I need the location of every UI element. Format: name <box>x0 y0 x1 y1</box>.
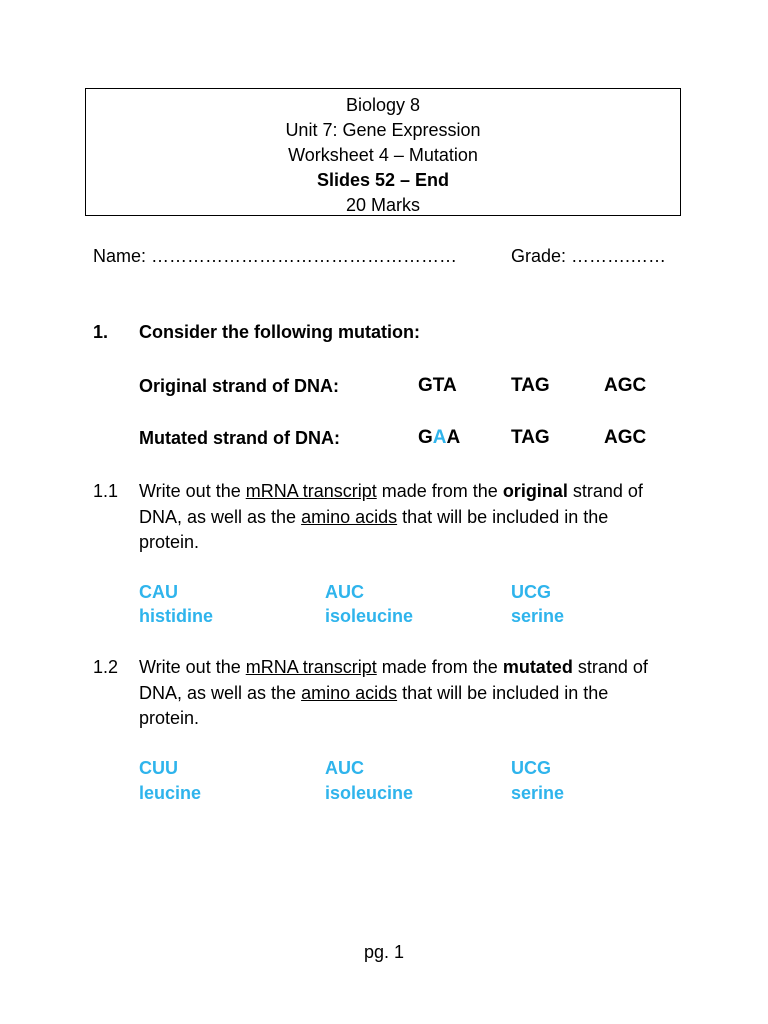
answer-1-1-codon-1: CAU <box>139 582 178 602</box>
slides-range: Slides 52 – End <box>316 170 450 190</box>
q1-1-text-part-1: Write out the <box>139 481 246 501</box>
q1-2-text-part-2: made from the <box>376 657 503 677</box>
answer-1-2-codon-1: CUU <box>139 758 178 778</box>
q1-1-text-part-2: made from the <box>376 481 503 501</box>
q1-2-mrna-transcript-term: mRNA transcript <box>245 657 377 677</box>
course-title: Biology 8 <box>345 95 421 115</box>
q1-1-text-part-3: strand of DNA, as well as the <box>139 481 643 527</box>
answer-1-2-codon-3: UCG <box>511 758 551 778</box>
answer-1-2-amino-acid-1: leucine <box>139 783 202 803</box>
q1-1-mrna-transcript-term: mRNA transcript <box>245 481 377 501</box>
worksheet-title: Worksheet 4 – Mutation <box>288 145 478 165</box>
answer-1-1-amino-acid-1: histidine <box>139 606 214 626</box>
mutated-codon-1 <box>418 425 460 450</box>
q1-1-original-keyword: original <box>502 481 568 501</box>
original-strand-label: Original strand of DNA: <box>139 376 340 396</box>
question-1-2-text <box>139 655 659 732</box>
q1-2-mutated-keyword: mutated <box>502 657 573 677</box>
answer-1-1-codon-2: AUC <box>325 582 364 602</box>
answer-1-1-amino-acid-3: serine <box>511 606 565 626</box>
mutated-codon-2: TAG <box>511 427 550 448</box>
answer-1-1-codon-3: UCG <box>511 582 551 602</box>
mutated-codon-1-base-3: A <box>446 427 461 448</box>
mutated-base-highlight: A <box>432 427 447 448</box>
question-1-number: 1. <box>93 322 109 342</box>
grade-field: Grade: ……….…… <box>511 246 667 266</box>
q1-1-amino-acids-term: amino acids <box>301 506 398 527</box>
worksheet-header-box <box>85 88 681 216</box>
answer-1-1-amino-acid-2: isoleucine <box>325 606 414 626</box>
q1-2-text-part-4: that will be included in the protein. <box>139 682 609 728</box>
original-codon-3: AGC <box>604 375 647 396</box>
question-1-prompt: Consider the following mutation: <box>139 322 420 342</box>
mutated-codon-1-base-1: G <box>418 427 433 448</box>
total-marks: 20 Marks <box>345 195 421 215</box>
mutated-codon-3: AGC <box>604 427 647 448</box>
q1-2-text-part-1: Write out the <box>139 657 246 677</box>
answer-1-2-amino-acid-3: serine <box>511 783 565 803</box>
page-number: pg. 1 <box>363 942 405 962</box>
q1-2-amino-acids-term: amino acids <box>301 682 398 703</box>
mutated-strand-label: Mutated strand of DNA: <box>139 428 340 448</box>
unit-title: Unit 7: Gene Expression <box>285 120 481 140</box>
original-codon-2: TAG <box>511 375 550 396</box>
q1-1-text-part-4: that will be included in the protein. <box>139 506 609 552</box>
answer-1-2-codon-2: AUC <box>325 758 364 778</box>
question-1-2-number: 1.2 <box>93 657 119 677</box>
original-codon-1: GTA <box>418 375 457 396</box>
question-1-1-text <box>139 479 659 556</box>
name-field: Name: …………………………………………… <box>93 246 458 266</box>
q1-2-text-part-3: strand of DNA, as well as the <box>139 657 648 703</box>
answer-1-2-amino-acid-2: isoleucine <box>325 783 414 803</box>
question-1-1-number: 1.1 <box>93 481 119 501</box>
